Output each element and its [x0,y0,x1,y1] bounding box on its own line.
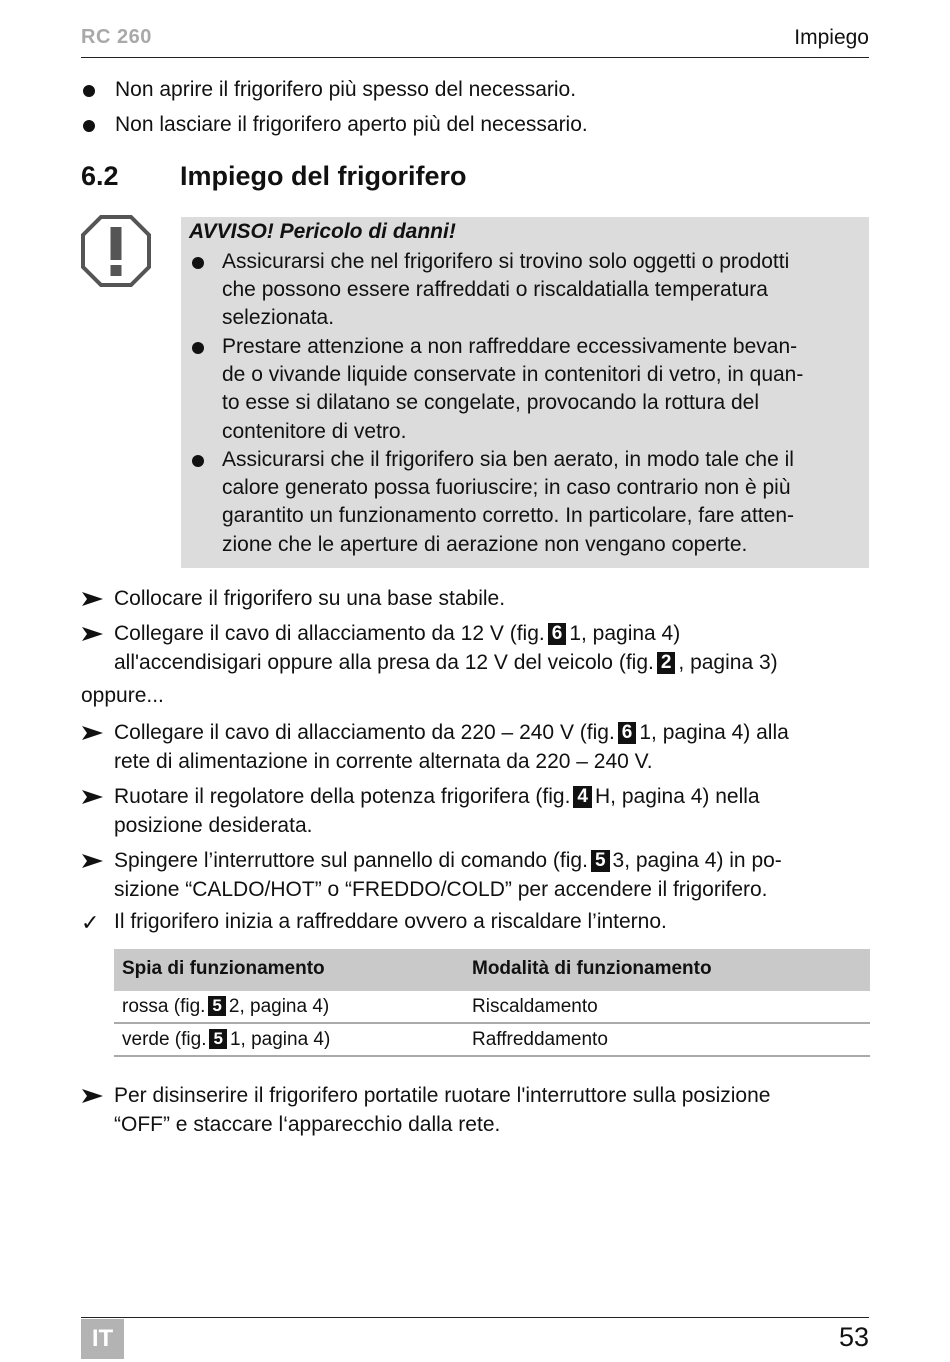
table-row: rossa (fig. 5 2, pagina 4) Riscaldamento [114,991,870,1024]
bullet-icon [83,120,95,132]
section-number: 6.2 [81,161,119,191]
language-tab: IT [81,1319,124,1359]
section-title: Impiego del frigorifero [180,161,467,191]
warning-box: AVVISO! Pericolo di danni! Assicurarsi che nel frigorifero si trovino solo oggetti o prodotti che possono essere raffreddati o riscaldatialla temperatura selezionata. Prestare attenzione a non raffreddare eccessivamente bevan- de o vivande liquide conservate in contenitori di vetro, in quan- to esse si dilatano se congelate, provocando la rottura del contenitore di vetro. Assicurarsi che il frigorifero sia ben aerato, in modo tale che il calore generato possa fuoriuscire; in caso contrario non è più garantito un funzionamento corretto. In particolare, fare atten- zione che le aperture di aerazione non vengano coperte. [181,217,869,568]
section-name: Impiego [794,26,869,49]
alternative-text: oppure... [81,684,164,707]
table-row: verde (fig. 5 1, pagina 4) Raffreddamento [114,1024,870,1057]
arrow-right-icon [81,1082,105,1110]
bullet-icon [192,455,204,467]
figure-badge: 5 [208,996,225,1016]
arrow-right-icon [81,783,105,811]
page-header [81,26,869,58]
table-header: Spia di funzionamento Modalità di funzionamento [114,949,870,991]
model-name: RC 260 [81,26,152,48]
warning-title: AVVISO! Pericolo di danni! [189,220,456,243]
figure-badge: 5 [591,850,610,872]
bullet-icon [192,257,204,269]
checkmark-icon: ✓ [81,910,100,935]
status-table [114,949,870,1057]
figure-badge: 2 [657,652,676,674]
figure-badge: 6 [618,722,637,744]
figure-badge: 5 [209,1029,226,1049]
bullet-icon [192,342,204,354]
bullet-icon [83,85,95,97]
arrow-right-icon [81,847,105,875]
page-number: 53 [838,1322,869,1352]
arrow-right-icon [81,585,105,613]
figure-badge: 6 [548,623,567,645]
arrow-right-icon [81,719,105,747]
exclamation-octagon-icon [80,214,152,288]
arrow-right-icon [81,620,105,648]
figure-badge: 4 [573,786,592,808]
footer-divider [81,1317,869,1318]
